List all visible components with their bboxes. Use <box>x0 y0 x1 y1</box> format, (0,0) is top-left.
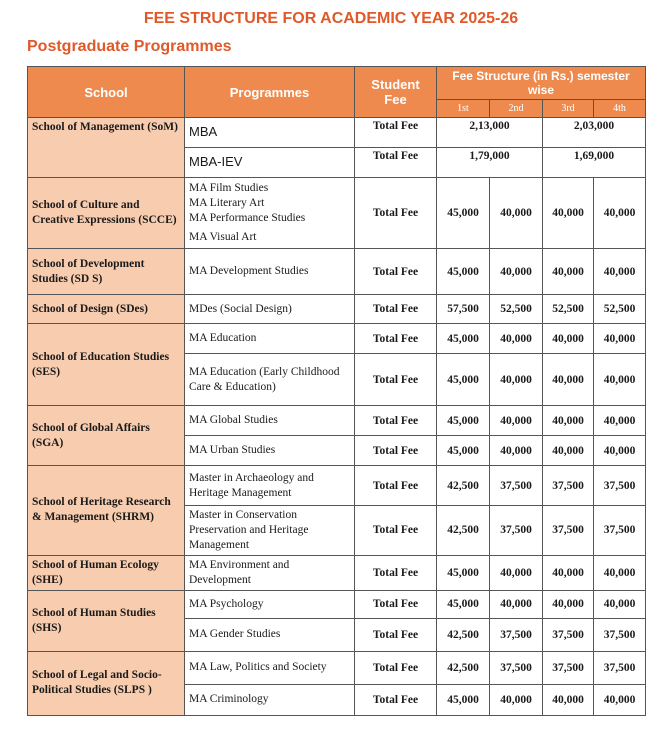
fee-value: 37,500 <box>490 506 543 556</box>
fee-value: 45,000 <box>437 555 490 590</box>
header-student-fee: Student Fee <box>355 67 437 118</box>
table-row <box>28 249 646 295</box>
fee-value: 45,000 <box>437 249 490 295</box>
header-sem-4: 4th <box>594 100 646 118</box>
fee-value: 37,500 <box>490 618 543 651</box>
school-she: School of Human Ecology (SHE) <box>28 555 185 590</box>
school-sdes: School of Design (SDes) <box>28 295 185 324</box>
fee-value: 40,000 <box>594 324 646 354</box>
fee-value: 1,79,000 <box>437 148 543 178</box>
programme-ma-literary: MA Literary Art <box>189 196 265 209</box>
fee-value: 2,13,000 <box>437 118 543 148</box>
programme-ma-visual: MA Visual Art <box>189 231 257 244</box>
programme-ma-edu: MA Education <box>185 324 355 354</box>
fee-value: 40,000 <box>594 249 646 295</box>
programme-ma-edu-ecce: MA Education (Early Childhood Care & Education) <box>185 354 355 406</box>
programme-ma-env: MA Environment and Development <box>185 555 355 590</box>
fee-value: 40,000 <box>594 436 646 466</box>
fee-value: 40,000 <box>543 406 594 436</box>
fee-value: 40,000 <box>490 590 543 618</box>
fee-label: Total Fee <box>355 178 437 249</box>
fee-value: 40,000 <box>543 249 594 295</box>
programme-ma-dev: MA Development Studies <box>185 249 355 295</box>
fee-label: Total Fee <box>355 406 437 436</box>
fee-value: 42,500 <box>437 651 490 684</box>
fee-value: 37,500 <box>543 466 594 506</box>
table-row <box>28 651 646 684</box>
fee-value: 42,500 <box>437 618 490 651</box>
fee-label: Total Fee <box>355 618 437 651</box>
fee-label: Total Fee <box>355 506 437 556</box>
fee-value: 40,000 <box>543 436 594 466</box>
fee-value: 42,500 <box>437 506 490 556</box>
fee-value: 37,500 <box>490 651 543 684</box>
fee-value: 37,500 <box>490 466 543 506</box>
school-shs: School of Human Studies (SHS) <box>28 590 185 651</box>
school-scce: School of Culture and Creative Expressions (SCCE) <box>28 178 185 249</box>
fee-label: Total Fee <box>355 590 437 618</box>
fee-value: 45,000 <box>437 178 490 249</box>
header-sem-2: 2nd <box>490 100 543 118</box>
table-row <box>28 406 646 436</box>
fee-value: 40,000 <box>543 590 594 618</box>
fee-value: 40,000 <box>543 354 594 406</box>
programme-ma-performance: MA Performance Studies <box>189 211 306 224</box>
fee-value: 40,000 <box>594 590 646 618</box>
table-row <box>28 466 646 506</box>
fee-label: Total Fee <box>355 555 437 590</box>
fee-value: 40,000 <box>594 684 646 715</box>
table-row <box>28 118 646 148</box>
fee-value: 2,03,000 <box>543 118 646 148</box>
fee-value: 40,000 <box>490 555 543 590</box>
fee-value: 37,500 <box>543 506 594 556</box>
fee-value: 40,000 <box>543 555 594 590</box>
fee-label: Total Fee <box>355 354 437 406</box>
fee-value: 40,000 <box>543 178 594 249</box>
programme-conservation: Master in Conservation Preservation and Heritage Management <box>185 506 355 556</box>
header-row <box>28 67 646 100</box>
fee-value: 52,500 <box>543 295 594 324</box>
table-row <box>28 590 646 618</box>
table-row <box>28 324 646 354</box>
fee-value: 45,000 <box>437 436 490 466</box>
header-programmes: Programmes <box>185 67 355 118</box>
fee-value: 40,000 <box>594 178 646 249</box>
fee-value: 45,000 <box>437 354 490 406</box>
school-sga: School of Global Affairs (SGA) <box>28 406 185 466</box>
header-sem-3: 3rd <box>543 100 594 118</box>
fee-value: 40,000 <box>543 684 594 715</box>
fee-value: 37,500 <box>594 618 646 651</box>
programme-ma-film: MA Film Studies <box>189 181 269 194</box>
fee-value: 37,500 <box>543 618 594 651</box>
fee-value: 40,000 <box>594 555 646 590</box>
fee-value: 40,000 <box>490 178 543 249</box>
fee-label: Total Fee <box>355 148 437 178</box>
fee-label: Total Fee <box>355 466 437 506</box>
header-fee-structure: Fee Structure (in Rs.) semester wise <box>437 67 646 100</box>
fee-value: 45,000 <box>437 590 490 618</box>
fee-value: 52,500 <box>594 295 646 324</box>
fee-value: 37,500 <box>594 506 646 556</box>
header-school: School <box>28 67 185 118</box>
fee-label: Total Fee <box>355 249 437 295</box>
school-som: School of Management (SoM) <box>28 118 185 178</box>
fee-value: 42,500 <box>437 466 490 506</box>
fee-value: 45,000 <box>437 684 490 715</box>
fee-label: Total Fee <box>355 684 437 715</box>
programme-ma-urban: MA Urban Studies <box>185 436 355 466</box>
fee-value: 40,000 <box>594 406 646 436</box>
fee-value: 37,500 <box>543 651 594 684</box>
fee-value: 57,500 <box>437 295 490 324</box>
fee-value: 52,500 <box>490 295 543 324</box>
table-row <box>28 295 646 324</box>
fee-value: 40,000 <box>490 249 543 295</box>
programme-ma-crim: MA Criminology <box>185 684 355 715</box>
fee-value: 37,500 <box>594 466 646 506</box>
table-row <box>28 178 646 249</box>
programme-ma-psych: MA Psychology <box>185 590 355 618</box>
fee-label: Total Fee <box>355 436 437 466</box>
fee-value: 40,000 <box>543 324 594 354</box>
fee-label: Total Fee <box>355 118 437 148</box>
programme-ma-law: MA Law, Politics and Society <box>185 651 355 684</box>
school-sds: School of Development Studies (SD S) <box>28 249 185 295</box>
fee-value: 40,000 <box>490 406 543 436</box>
programme-mba: MBA <box>185 118 355 148</box>
fee-value: 40,000 <box>594 354 646 406</box>
header-sem-1: 1st <box>437 100 490 118</box>
fee-value: 45,000 <box>437 406 490 436</box>
fee-label: Total Fee <box>355 324 437 354</box>
section-title: Postgraduate Programmes <box>27 38 232 55</box>
fee-value: 40,000 <box>490 354 543 406</box>
fee-value: 40,000 <box>490 436 543 466</box>
programme-ma-global: MA Global Studies <box>185 406 355 436</box>
fee-label: Total Fee <box>355 651 437 684</box>
programme-mba-iev: MBA-IEV <box>185 148 355 178</box>
fee-label: Total Fee <box>355 295 437 324</box>
school-shrm: School of Heritage Research & Management (SHRM) <box>28 466 185 556</box>
programme-mdes: MDes (Social Design) <box>185 295 355 324</box>
fee-value: 45,000 <box>437 324 490 354</box>
programme-list <box>185 178 355 249</box>
fee-value: 1,69,000 <box>543 148 646 178</box>
table-row <box>28 555 646 590</box>
school-slps: School of Legal and Socio-Political Studies (SLPS ) <box>28 651 185 715</box>
fee-table <box>27 66 646 716</box>
fee-value: 40,000 <box>490 324 543 354</box>
fee-value: 40,000 <box>490 684 543 715</box>
school-ses: School of Education Studies (SES) <box>28 324 185 406</box>
fee-value: 37,500 <box>594 651 646 684</box>
programme-ma-gender: MA Gender Studies <box>185 618 355 651</box>
page-title: FEE STRUCTURE FOR ACADEMIC YEAR 2025-26 <box>143 10 519 27</box>
programme-archaeology: Master in Archaeology and Heritage Management <box>185 466 355 506</box>
